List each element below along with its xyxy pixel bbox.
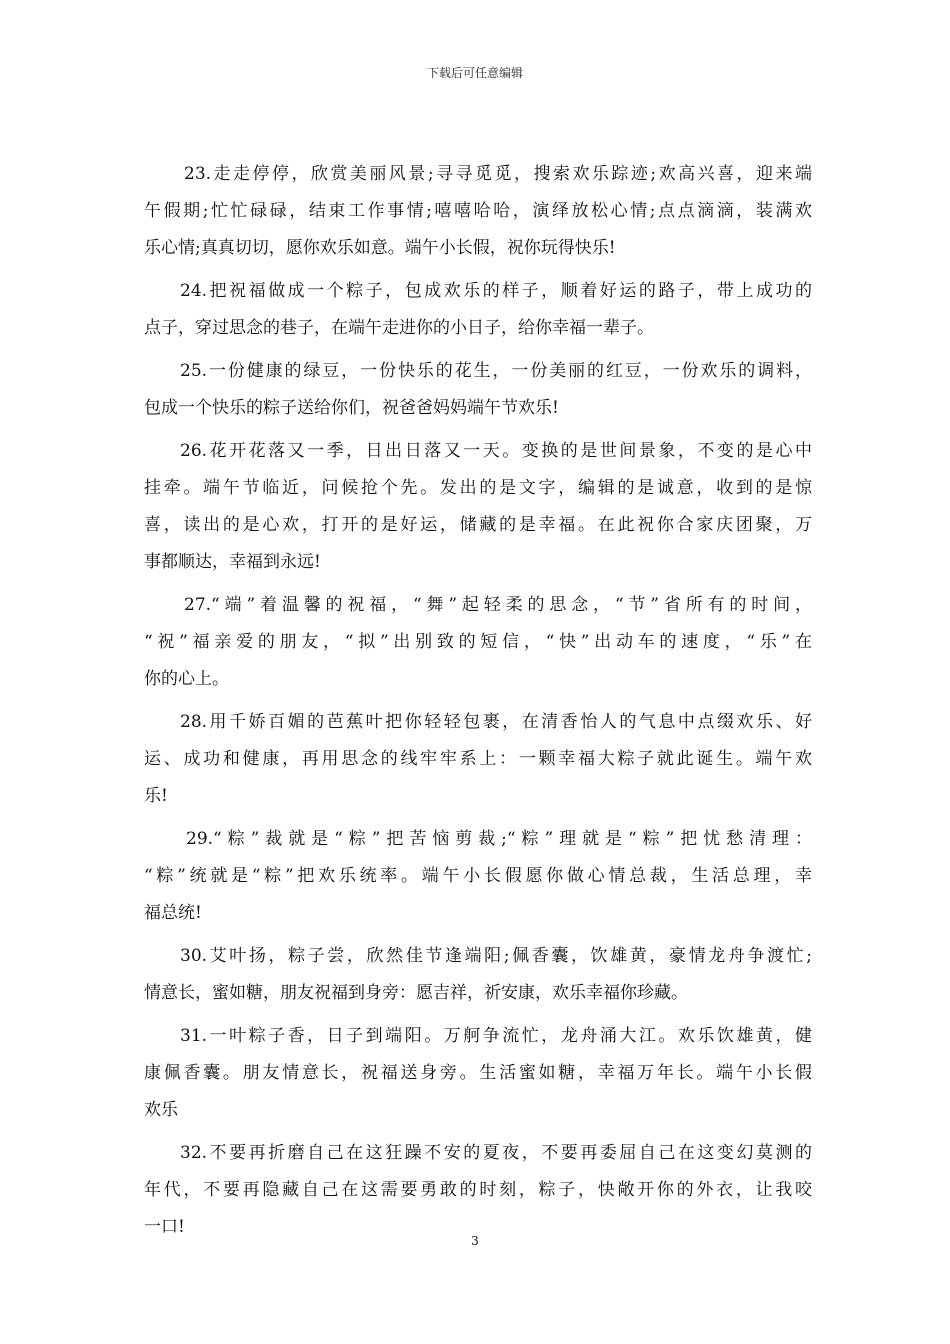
text-line: 28.用千娇百媚的芭蕉叶把你轻轻包裹，在清香怡人的气息中点缀欢乐、好 [180,712,812,732]
text-line: 23.走走停停，欣赏美丽风景;寻寻觅觅，搜索欢乐踪迹;欢高兴喜，迎来端 [184,164,812,184]
text-line: 情意长，蜜如糖，朋友祝福到身旁：愿吉祥，祈安康，欢乐幸福你珍藏。 [144,983,688,1003]
paragraph [144,1018,812,1129]
paragraph [144,433,812,581]
text-line: 福总统! [144,903,202,923]
text-line: 欢乐 [144,1100,178,1120]
page-header: 下载后可任意编辑 [426,66,523,80]
text-line: 25.一份健康的绿豆，一份快乐的花生，一份美丽的红豆，一份欢乐的调料， [180,361,812,381]
document-body [144,156,812,1252]
text-line: 27.“端”着温馨的祝福，“舞”起轻柔的思念，“节”省所有的时间， [184,595,812,615]
paragraph [144,587,812,698]
text-line: 包成一个快乐的粽子送给你们，祝爸爸妈妈端午节欢乐! [144,398,559,418]
paragraph [144,156,812,267]
text-line: 运、成功和健康，再用思念的线牢牢系上：一颗幸福大粽子就此诞生。端午欢 [144,749,812,769]
paragraph [144,938,812,1012]
text-line: 乐心情;真真切切，愿你欢乐如意。端午小长假，祝你玩得快乐! [144,238,616,258]
text-line: 康佩香囊。朋友情意长，祝福送身旁。生活蜜如糖，幸福万年长。端午小长假 [144,1063,812,1083]
page-number: 3 [471,1234,479,1248]
text-line: “粽”统就是“粽”把欢乐统率。端午小长假愿你做心情总裁，生活总理，幸 [144,866,812,886]
text-line: 24.把祝福做成一个粽子，包成欢乐的样子，顺着好运的路子，带上成功的 [180,281,812,301]
text-line: 事都顺达，幸福到永远! [144,552,321,572]
text-line: 喜，读出的是心欢，打开的是好运，储藏的是幸福。在此祝你合家庆团聚，万 [144,515,812,535]
text-line: 31.一叶粽子香，日子到端阳。万舸争流忙，龙舟涌大江。欢乐饮雄黄，健 [180,1026,812,1046]
paragraph [144,273,812,347]
text-line: 一口! [144,1217,185,1237]
paragraph [144,353,812,427]
text-line: 你的心上。 [144,669,229,689]
text-line: 点子，穿过思念的巷子，在端午走进你的小日子，给你幸福一辈子。 [144,318,654,338]
text-line: 午假期;忙忙碌碌，结束工作事情;嘻嘻哈哈，演绎放松心情;点点滴滴，装满欢 [144,201,812,221]
text-line: 26.花开花落又一季，日出日落又一天。变换的是世间景象，不变的是心中 [180,441,812,461]
paragraph [144,821,812,932]
paragraph [144,1135,812,1246]
text-line: 挂牵。端午节临近，问候抢个先。发出的是文字，编辑的是诚意，收到的是惊 [144,478,812,498]
text-line: 年代，不要再隐藏自己在这需要勇敢的时刻，粽子，快敞开你的外衣，让我咬 [144,1180,812,1200]
text-line: 29.“粽”裁就是“粽”把苦恼剪裁;“粽”理就是“粽”把忧愁清理： [186,829,812,849]
paragraph [144,704,812,815]
text-line: 32.不要再折磨自己在这狂躁不安的夏夜，不要再委屈自己在这变幻莫测的 [180,1143,812,1163]
text-line: “祝”福亲爱的朋友，“拟”出别致的短信，“快”出动车的速度，“乐”在 [144,632,812,652]
text-line: 乐! [144,786,168,806]
text-line: 30.艾叶扬，粽子尝，欣然佳节逢端阳;佩香囊，饮雄黄，豪情龙舟争渡忙; [180,946,812,966]
